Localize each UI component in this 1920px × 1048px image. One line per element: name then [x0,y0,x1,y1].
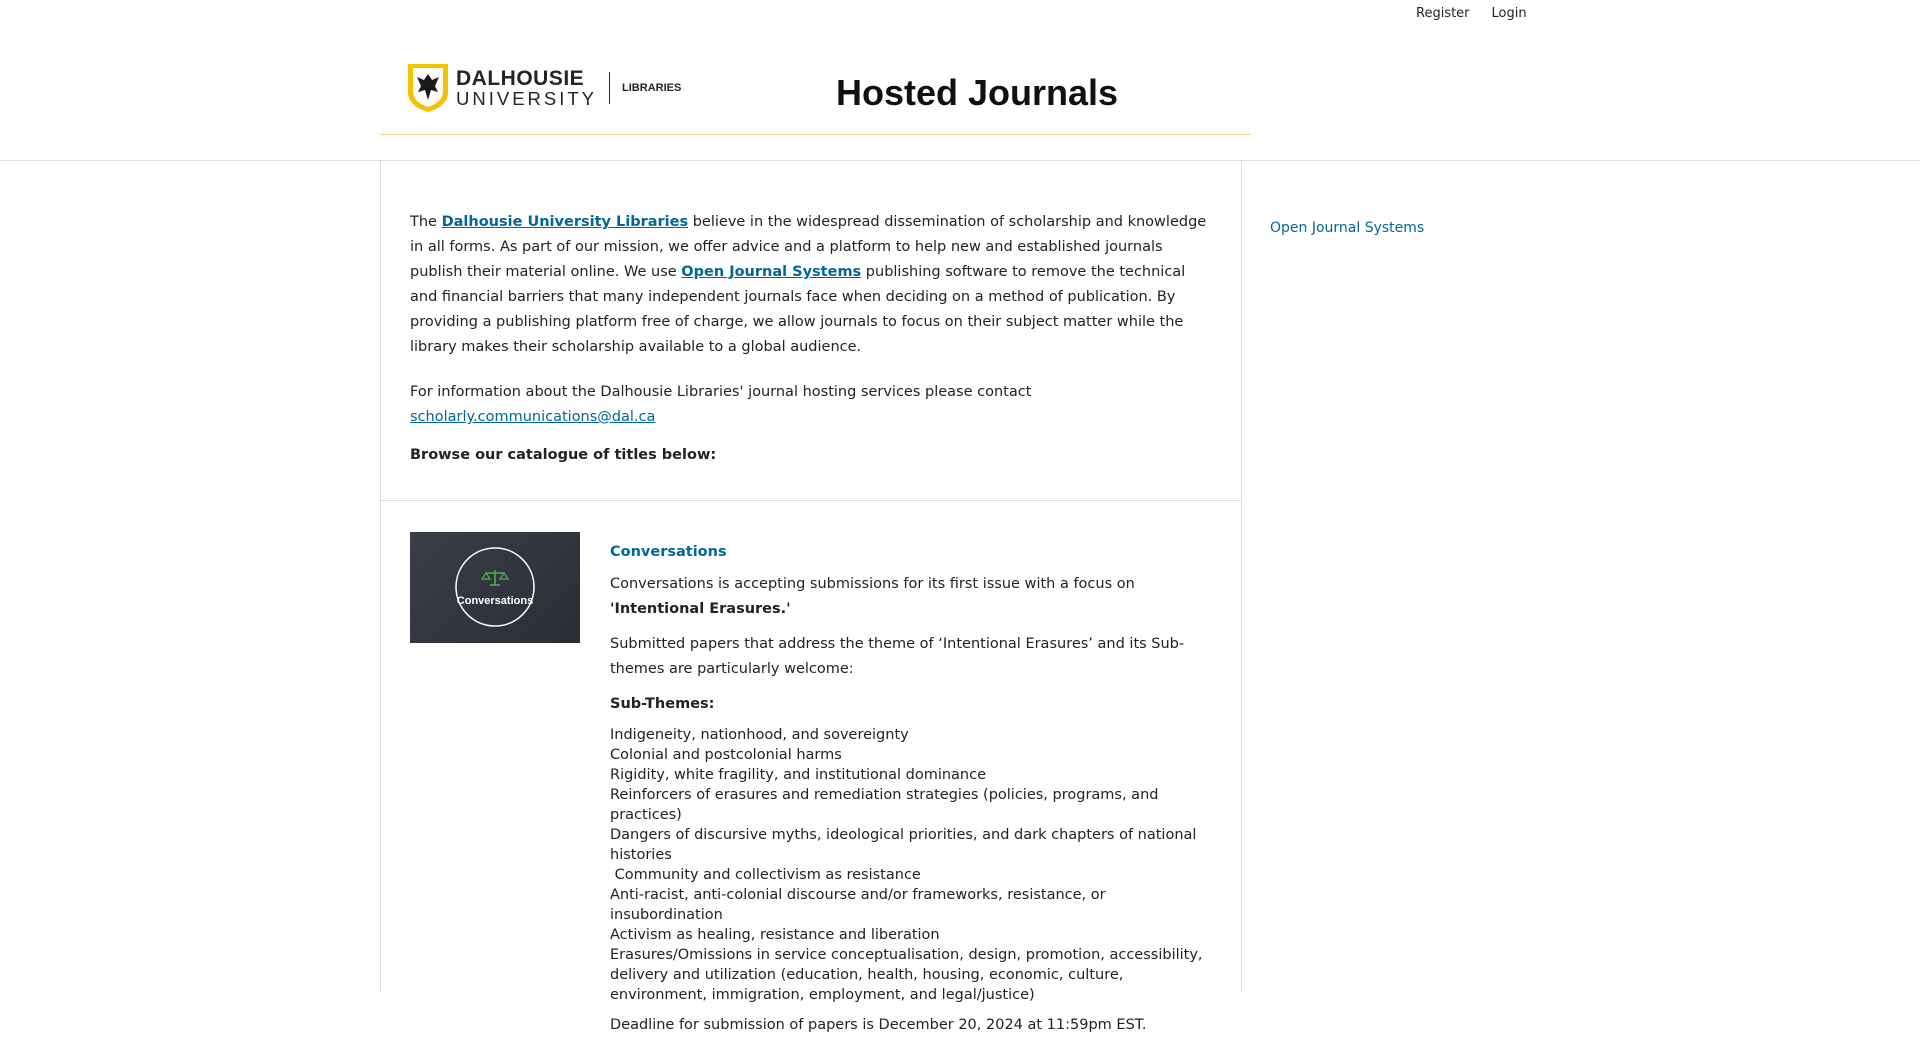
journal-title-link[interactable]: Conversations [610,544,727,560]
list-item: Activism as healing, resistance and liberation [610,927,940,943]
browse-heading: Browse our catalogue of titles below: [410,447,717,463]
list-item: Colonial and postcolonial harms [610,747,842,763]
subthemes-heading: Sub-Themes: [610,696,715,712]
list-item: Erasures/Omissions in service conceptualisation, design, promotion, accessibility, delivery and utilization (education, health, housing, economic, culture, environment, immigration, employment, and legal/justice) [610,947,1203,1003]
user-nav [1416,6,1527,21]
list-item: Rigidity, white fragility, and institutional dominance [610,767,987,783]
intro-text-1: The [410,214,442,230]
contact-paragraph [410,380,1210,430]
list-item: Indigeneity, nationhood, and sovereignty [610,727,909,743]
sidebar-ojs-link[interactable]: Open Journal Systems [1270,220,1425,236]
logo-wordmark [456,68,597,109]
desc1-bold: 'Intentional Erasures.' [610,601,791,617]
deadline-text: Deadline for submission of papers is December 20, 2024 at 11:59pm EST. [610,1017,1147,1033]
contact-text: For information about the Dalhousie Libraries' journal hosting services please contact [410,384,1032,400]
journal-desc-2: Submitted papers that address the theme of ‘Intentional Erasures’ and its Sub-themes are particularly welcome: [610,636,1185,677]
logo-line1: DALHOUSIE [456,66,585,90]
login-link[interactable]: Login [1491,6,1527,21]
sidebar [1270,220,1424,236]
desc1-text: Conversations is accepting submissions for its first issue with a focus on [610,576,1135,592]
list-item: Dangers of discursive myths, ideological priorities, and dark chapters of national histories [610,827,1197,863]
section-divider [381,500,1241,501]
dal-libraries-link[interactable]: Dalhousie University Libraries [441,214,689,230]
list-item: Reinforcers of erasures and remediation strategies (policies, programs, and practices) [610,787,1159,823]
header-rule [380,134,1251,135]
main-content [380,160,1242,1033]
site-title: Hosted Journals [836,72,1119,113]
cover-label: Conversations [456,595,534,607]
intro-text-2: believe in the widespread dissemination of scholarship and knowledge in all forms. As part of our mission, we offer advice and a platform to help new and established journals publish their material online. We use [410,214,1207,280]
ojs-inline-link[interactable]: Open Journal Systems [681,264,862,280]
intro-text-3: publishing software to remove the technical and financial barriers that many independent journals face when deciding on a method of publication. By providing a publishing platform free of charge, we allow journals to focus on their subject matter while the library makes their scholarship available to a global audience. [410,264,1186,355]
intro-paragraph [410,210,1210,360]
journal-entry [610,540,1210,1048]
intro-section [410,210,1210,450]
subthemes-list [610,725,1210,1005]
site-header [0,0,1920,161]
logo-divider [609,72,610,104]
contact-email-link[interactable]: scholarly.communications@dal.ca [410,409,656,425]
journal-thumbnail[interactable] [410,532,580,643]
conversations-cover-image [410,532,580,643]
scales-icon [482,570,508,585]
list-item: Community and collectivism as resistance [610,867,921,883]
dalhousie-logo[interactable] [406,62,681,114]
logo-libraries: LIBRARIES [622,82,682,94]
logo-line2: UNIVERSITY [456,87,598,109]
shield-icon [406,62,450,114]
register-link[interactable]: Register [1416,6,1470,21]
journal-desc-1 [610,572,1210,622]
list-item: Anti-racist, anti-colonial discourse and/or frameworks, resistance, or insubordination [610,887,1106,923]
